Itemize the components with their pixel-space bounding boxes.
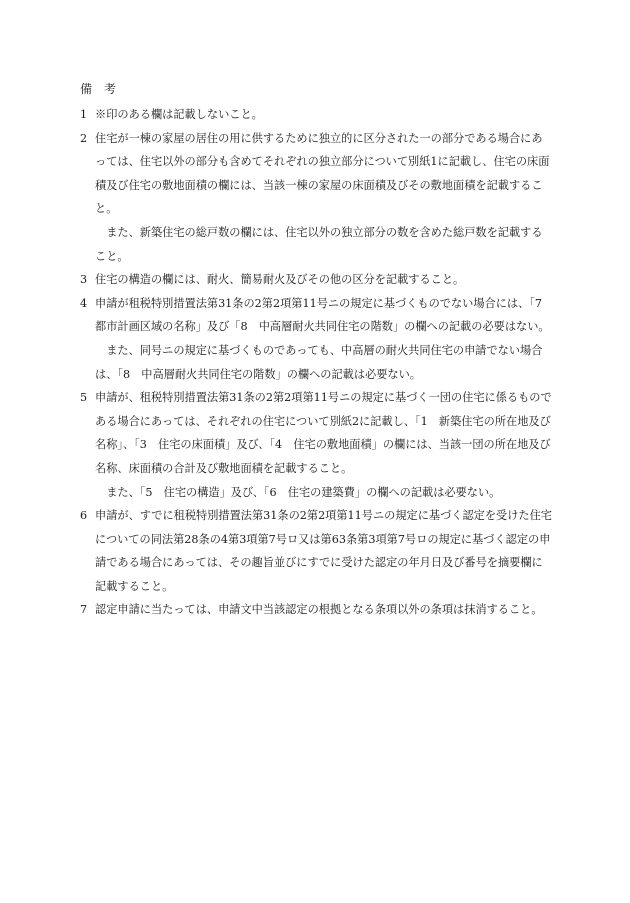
- remark-text-continued: また、同号ニの規定に基づくものであっても、中高層の耐火共同住宅の申請でない場合は、「8 中高層耐火共同住宅の階数」の欄への記載は必要ない。: [95, 343, 543, 381]
- remark-text: 申請が、すでに租税特別措置法第31条の2第2項第11号ニの規定に基づく認定を受けた住宅についての同法第28条の4第3項第7号ロ又は第63条第3項第7号ロの規定に基づく認定の申請である場合にあっては、その趣旨並びにすでに受けた認定の年月日及び番号を摘要欄に記載すること。: [95, 509, 552, 593]
- remark-text: ※印のある欄は記載しないこと。: [95, 108, 263, 121]
- remark-text: 住宅が一棟の家屋の居住の用に供するために独立的に区分された一の部分である場合にあっては、住宅以外の部分も含めてそれぞれの独立部分について別紙1に記載し、住宅の床面積及び住宅の敷地面積の欄には、当該一棟の家屋の床面積及びその敷地面積を記載すること。: [95, 131, 550, 216]
- remark-number: 4: [80, 296, 88, 310]
- remark-item-1: [80, 103, 552, 127]
- remark-item-2: [80, 127, 552, 269]
- remark-text: 認定申請に当たっては、申請文中当該認定の根拠となる条項以外の条項は抹消すること。: [95, 603, 543, 617]
- remark-number: 5: [80, 391, 88, 405]
- remark-number: 6: [80, 509, 88, 523]
- remark-item-5: [80, 386, 552, 504]
- remark-text-continued: また、「5 住宅の構造」及び、「6 住宅の建築費」の欄への記載は必要ない。: [106, 485, 501, 499]
- remark-text: 申請が租税特別措置法第31条の2第2項第11号ニの規定に基づくものでない場合には、「7 都市計画区域の名称」及び「8 中高層耐火共同住宅の階数」の欄への記載の必要はない。: [95, 296, 554, 334]
- remark-item-7: [80, 598, 552, 622]
- remark-text: 申請が、租税特別措置法第31条の2第2項第11号ニの規定に基づく一団の住宅に係るものである場合にあっては、それぞれの住宅について別紙2に記載し、「1 新築住宅の所在地及び名称」、「3 住宅の床面積」及び、「4 住宅の敷地面積」の欄には、当該一団の所在地及び名称、床面積の合計及び敷地面積を記載すること。: [95, 391, 552, 475]
- remark-number: 3: [80, 273, 88, 287]
- remark-number: 7: [80, 603, 88, 617]
- remark-item-3: [80, 268, 552, 292]
- remarks-list: [80, 103, 552, 622]
- remark-text: 住宅の構造の欄には、耐火、簡易耐火及びその他の区分を記載すること。: [95, 273, 465, 287]
- remark-number: 1: [80, 108, 88, 121]
- remark-item-4: [80, 292, 552, 386]
- remarks-heading: 備考: [80, 82, 129, 96]
- remark-text-continued: また、新築住宅の総戸数の欄には、住宅以外の独立部分の数を含めた総戸数を記載すること。: [95, 225, 543, 263]
- remark-number: 2: [80, 131, 88, 145]
- remark-item-6: [80, 504, 552, 598]
